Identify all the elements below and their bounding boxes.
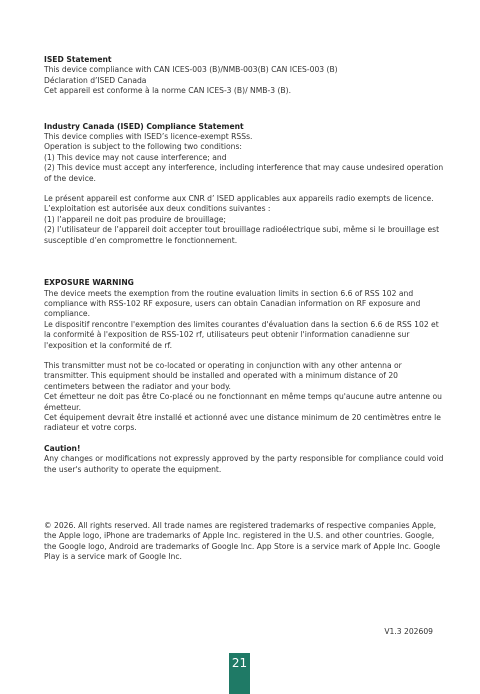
industry-canada-french-line: L’exploitation est autorisée aux deux conditions suivantes : bbox=[44, 204, 271, 214]
caution-heading: Caution! bbox=[44, 443, 81, 453]
ised-heading: ISED Statement bbox=[44, 55, 112, 64]
industry-canada-heading: Industry Canada (ISED) Compliance Statement bbox=[44, 121, 244, 131]
industry-canada-french-line: Le présent appareil est conforme aux CNR d’ ISED applicables aux appareils radio exempts de licence. bbox=[44, 194, 434, 204]
copyright-section bbox=[44, 521, 444, 563]
caution-text: Any changes or modifications not expressly approved by the party responsible for compliance could void the user's authority to operate the equipment. bbox=[44, 454, 444, 474]
ised-section bbox=[44, 55, 444, 97]
industry-canada-line: This device complies with ISED’s licence-exempt RSSs. bbox=[44, 132, 253, 142]
industry-canada-line: (2) This device must accept any interference, including interference that may cause undesired operation of the device. bbox=[44, 163, 444, 183]
ised-line: Déclaration d’ISED Canada bbox=[44, 75, 147, 85]
page-number-tab bbox=[229, 653, 250, 694]
ised-line: This device compliance with CAN ICES-003 (B)/NMB-003(B) CAN ICES-003 (B) bbox=[44, 65, 338, 75]
industry-canada-french bbox=[44, 194, 444, 246]
exposure-paragraph-en: The device meets the exemption from the routine evaluation limits in section 6.6 of RSS 102 and compliance with RSS-102 RF exposure, users can obtain Canadian information on RF exposure and compliance. bbox=[44, 288, 421, 319]
document-body bbox=[44, 55, 444, 563]
industry-canada-line: Operation is subject to the following two conditions: bbox=[44, 142, 242, 152]
page-number: 21 bbox=[231, 656, 248, 670]
transmitter-paragraph-en: This transmitter must not be co-located or operating in conjunction with any other antenna or transmitter. This equipment should be installed and operated with a minimum distance of 20 centimeters between the radiator and your body. bbox=[44, 360, 402, 391]
exposure-section bbox=[44, 278, 444, 434]
industry-canada-french-line: (2) l’utilisateur de l’appareil doit accepter tout brouillage radioélectrique subi, même si le brouillage est susceptible d’en compromettre le fonctionnement. bbox=[44, 225, 440, 245]
industry-canada-section bbox=[44, 122, 444, 246]
version-label: V1.3 202609 bbox=[384, 627, 433, 636]
copyright-text: © 2026. All rights reserved. All trade names are registered trademarks of respective companies Apple, the Apple logo, iPhone are trademarks of Apple Inc. registered in the U.S. and other countries. Google, the Google logo, Android are trademarks of Google Inc. App Store is a service mark of Apple Inc. Google Play is a service mark of Google Inc. bbox=[44, 521, 441, 562]
ised-line: Cet appareil est conforme à la norme CAN ICES-3 (B)/ NMB-3 (B). bbox=[44, 86, 292, 96]
caution-section bbox=[44, 444, 444, 475]
exposure-heading: EXPOSURE WARNING bbox=[44, 278, 134, 288]
exposure-paragraph-fr: Le dispositif rencontre l'exemption des limites courantes d'évaluation dans la section 6.6 de RSS 102 et la conformité à l'exposition de RSS-102 rf, utilisateurs peut obtenir l'information canadienne sur l'exposition et la conformité de rf. bbox=[44, 319, 439, 350]
transmitter-block bbox=[44, 361, 444, 434]
industry-canada-french-line: (1) l’appareil ne doit pas produire de brouillage; bbox=[44, 214, 226, 224]
transmitter-paragraph-fr: Cet équipement devrait être installé et actionné avec une distance minimum de 20 centimètres entre le radiateur et votre corps. bbox=[44, 412, 441, 433]
transmitter-paragraph-fr: Cet émetteur ne doit pas être Co-placé ou ne fonctionnant en même temps qu'aucune autre antenne ou émetteur. bbox=[44, 392, 442, 412]
industry-canada-line: (1) This device may not cause interference; and bbox=[44, 152, 227, 162]
